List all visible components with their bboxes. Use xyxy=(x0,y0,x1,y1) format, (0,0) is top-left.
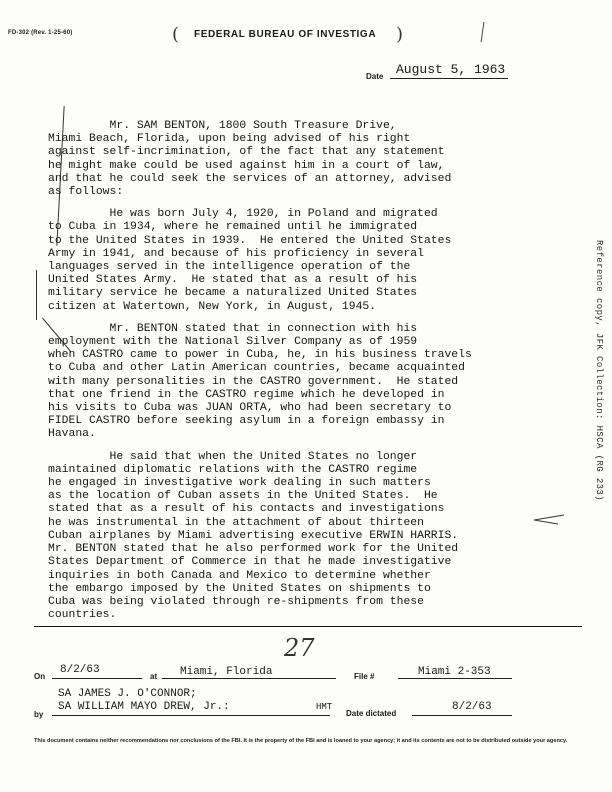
paragraph: Mr. SAM BENTON, 1800 South Treasure Drive, Miami Beach, Florida, upon being advised of his right against self-incrimination, of the fact that any statement he might make could be used against him in a court of law, and that he could seek the services of an attorney, advised as follows: xyxy=(48,120,452,199)
date-value: August 5, 1963 xyxy=(396,62,506,77)
date-underline xyxy=(390,78,508,79)
agent-name: SA WILLIAM MAYO DREW, Jr.: xyxy=(58,701,230,713)
form-number: FD-302 (Rev. 1-25-60) xyxy=(8,30,73,36)
ink-mark: ) xyxy=(396,24,404,45)
paragraph: Mr. BENTON stated that in connection with his employment with the National Silver Company as of 1959 when CASTRO came to power in Cuba, he, in his business travels to Cuba and other Latin American countries, became acquainted with many personalities in the CASTRO government. He stated that one friend in the CASTRO regime which he developed in his visits to Cuba was JUAN ORTA, who had been secretary to FIDEL CASTRO before seeking asylum in a foreign embassy in Havana. xyxy=(48,322,472,441)
paragraph: He said that when the United States no longer maintained diplomatic relations with the CASTRO regime he engaged in investigative work dealing in such matters as the location of Cuban assets in the United States. He stated that as a result of his contacts and investigations he was instrumental in the attachment of about thirteen Cuban airplanes by Miami advertising executive ERWIN HARRIS. Mr. BENTON stated that he also performed work for the United States Department of Commerce in that he made investigative inquiries in both Canada and Mexico to determine whether the embargo imposed by the United States on shipments to Cuba was being violated through re-shipments from these countries. xyxy=(48,450,459,622)
dictated-label: Date dictated xyxy=(346,709,397,718)
reference-stamp-text: Reference copy, JFK Collection: HSCA (RG 233) xyxy=(594,240,604,502)
underline xyxy=(52,715,330,716)
disclaimer: This document contains neither recommendations nor conclusions of the FBI. It is the property of the FBI and is loaned to your agency; it and its contents are not to be distributed outside your agency. xyxy=(34,738,568,744)
file-label: File # xyxy=(354,672,375,681)
at-value: Miami, Florida xyxy=(180,666,273,678)
underline xyxy=(412,715,512,716)
agency-name: FEDERAL BUREAU OF INVESTIGA xyxy=(194,29,377,40)
underline xyxy=(52,678,142,679)
agent-name: SA JAMES J. O'CONNOR; xyxy=(58,688,197,700)
typist-initials: HMT xyxy=(316,702,333,712)
on-value: 8/2/63 xyxy=(60,664,100,676)
by-label: by xyxy=(34,710,44,719)
reference-stamp xyxy=(592,240,606,570)
dictated-value: 8/2/63 xyxy=(452,701,492,713)
file-value: Miami 2-353 xyxy=(418,666,491,678)
on-label: On xyxy=(34,672,46,681)
margin-arrow-icon xyxy=(530,512,566,526)
at-label: at xyxy=(150,672,158,681)
margin-bracket xyxy=(36,270,37,320)
divider xyxy=(34,626,582,627)
underline xyxy=(162,678,336,679)
page-number: 27 xyxy=(284,634,315,662)
statement-body xyxy=(48,120,528,631)
date-label: Date xyxy=(366,72,384,81)
underline xyxy=(398,678,512,679)
ink-mark: ( xyxy=(172,24,180,45)
ink-mark xyxy=(481,22,485,42)
paragraph: He was born July 4, 1920, in Poland and migrated to Cuba in 1934, where he remained until he immigrated to the United States in 1939. He entered the United States Army in 1941, and because of his proficiency in several languages served in the intelligence operation of the United States Army. He stated that as a result of his military service he became a naturalized United States citizen at Watertown, New York, in August, 1945. xyxy=(48,208,452,313)
